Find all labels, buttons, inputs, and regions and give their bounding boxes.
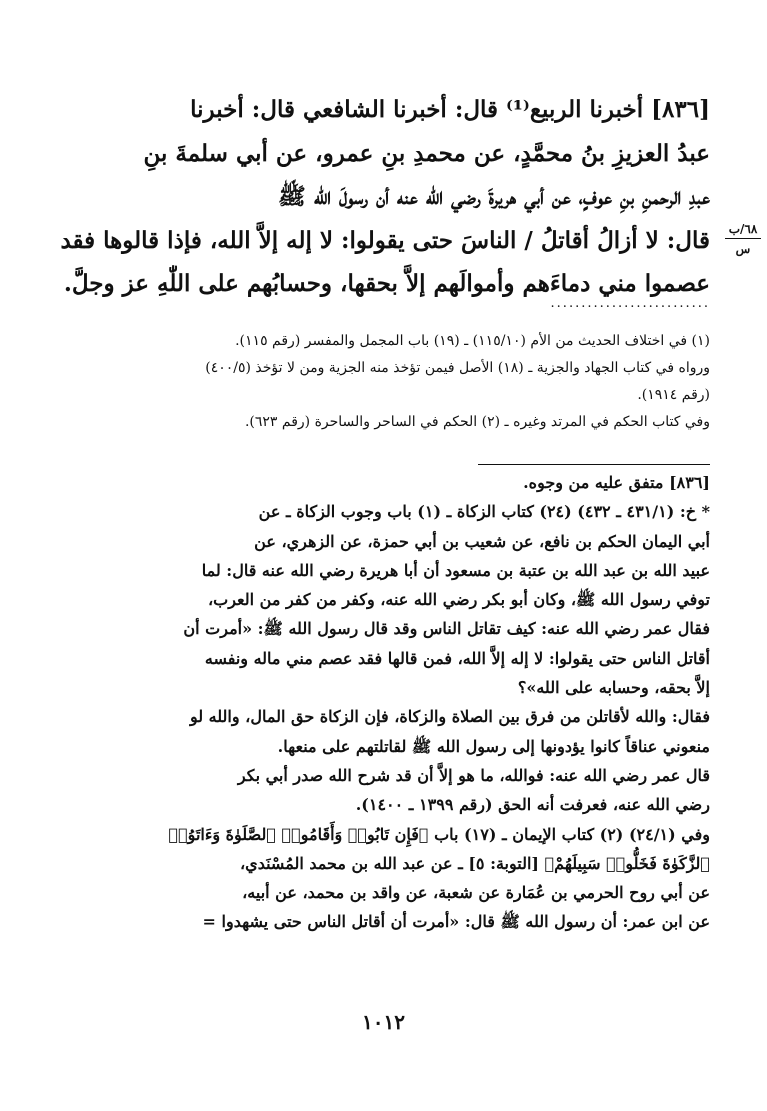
commentary-line: منعوني عناقاً كانوا يؤدونها إلى رسول الله ﷺ لقاتلتهم على منعها. bbox=[277, 736, 710, 756]
commentary-line: توفي رسول الله ﷺ، وكان أبو بكر رضي الله عنه، وكفر من كفر من العرب، bbox=[207, 590, 710, 610]
commentary-line: [٨٣٦] متفق عليه من وجوه. bbox=[523, 473, 710, 492]
main-text-line: عبدُ العزيزِ بنُ محمَّدٍ، عن محمدِ بنِ عمرو، عن أبي سلمةَ بنِ bbox=[143, 139, 710, 167]
footnote-line: (رقم ١٩١٤). bbox=[637, 387, 710, 403]
commentary-line: أقاتل الناس حتى يقولوا: لا إله إلاَّ الله، فمن قالها فقد عصم مني ماله ونفسه bbox=[204, 648, 710, 668]
page-number: ١٠١٢ bbox=[362, 1010, 405, 1034]
commentary-line: وفي (٢٤/١) (٢) كتاب الإيمان ـ (١٧) باب ﴿فَإِن تَابُوا۟ وَأَقَامُوا۟ ٱلصَّلَوٰةَ وَءَاتَوُا۟ bbox=[168, 824, 710, 844]
main-text-line: عصموا مني دماءَهم وأموالَهم إلاَّ بحقها، وحسابُهم على اللّٰهِ عز وجلَّ. bbox=[63, 270, 710, 297]
footnote-line: ورواه في كتاب الجهاد والجزية ـ (١٨) الأصل فيمن تؤخذ منه الجزية ومن لا تؤخذ (٤٠٠/٥) bbox=[205, 360, 710, 376]
main-text-line: [٨٣٦] أخبرنا الربيع⁽¹⁾ قال: أخبرنا الشافعي قال: أخبرنا bbox=[190, 96, 710, 123]
commentary-line: قال عمر رضي الله عنه: فوالله، ما هو إلاَّ أن قد شرح الله صدر أبي بكر bbox=[237, 765, 710, 785]
commentary-line: * خ: (٤٣١/١ ـ ٤٣٢) (٢٤) كتاب الزكاة ـ (١) باب وجوب الزكاة ـ عن bbox=[258, 502, 710, 522]
footnote-line: (١) في اختلاف الحديث من الأم (١١٥/١٠) ـ (١٩) باب المجمل والمفسر (رقم ١١٥). bbox=[235, 333, 710, 349]
folio-reference: ٦٨/ب bbox=[725, 222, 761, 239]
folio-manuscript-letter: س bbox=[735, 242, 751, 256]
footnote-separator: .......................... bbox=[550, 296, 710, 311]
commentary-line: عن ابن عمر: أن رسول الله ﷺ قال: «أمرت أن أقاتل الناس حتى يشهدوا = bbox=[202, 912, 710, 932]
commentary-line: رضي الله عنه، فعرفت أنه الحق (رقم ١٣٩٩ ـ ١٤٠٠). bbox=[355, 795, 710, 815]
footnotes bbox=[90, 328, 710, 436]
commentary-line: فقال: والله لأقاتلن من فرق بين الصلاة والزكاة، فإن الزكاة حق المال، والله لو bbox=[189, 707, 710, 727]
commentary-line: إلاَّ بحقه، وحسابه على الله»؟ bbox=[517, 678, 710, 698]
section-divider-rule bbox=[478, 464, 710, 465]
commentary-line: عن أبي روح الحرمي بن عُمَارة عن شعبة، عن واقد بن محمد، عن أبيه، bbox=[242, 883, 710, 903]
main-text-line: قال: لا أزالُ أقاتلُ / الناسَ حتى يقولوا: لا إله إلاَّ الله، فإذا قالوها فقد bbox=[60, 226, 710, 254]
commentary-line: أبي اليمان الحكم بن نافع، عن شعيب بن أبي حمزة، عن الزهري، عن bbox=[254, 531, 710, 551]
hadith-main-text bbox=[60, 88, 710, 306]
takhrij-commentary bbox=[90, 468, 710, 937]
commentary-line: ٱلزَّكَوٰةَ فَخَلُّوا۟ سَبِيلَهُمْ﴾ [التوبة: ٥] ـ عن عبد الله بن محمد المُسْنَدي، bbox=[240, 853, 710, 873]
main-text-line: عبدِ الرحمنِ بنِ عوفٍ، عن أبي هريرةَ رضي الله عنه أن رسولَ اللّٰه ﷺ bbox=[278, 183, 710, 210]
commentary-line: عبيد الله بن عبد الله بن عتبة بن مسعود أن أبا هريرة رضي الله عنه قال: لما bbox=[201, 560, 710, 580]
footnote-line: وفي كتاب الحكم في المرتد وغيره ـ (٢) الحكم في الساحر والساحرة (رقم ٦٢٣). bbox=[244, 414, 710, 430]
manuscript-folio-marker bbox=[725, 222, 761, 256]
commentary-line: فقال عمر رضي الله عنه: كيف تقاتل الناس وقد قال رسول الله ﷺ: «أمرت أن bbox=[183, 619, 710, 639]
